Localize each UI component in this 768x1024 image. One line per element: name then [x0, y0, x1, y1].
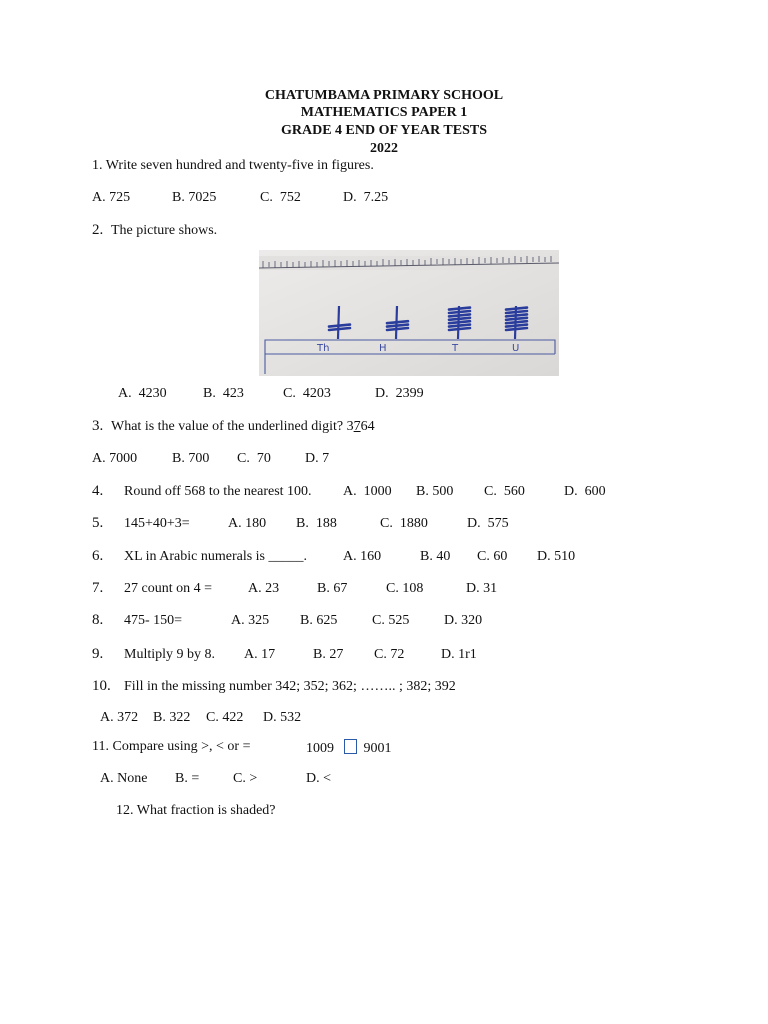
question-2-number: 2.: [92, 222, 104, 238]
q10-option-c: C. 422: [206, 710, 244, 725]
question-12-stem: 12. What fraction is shaded?: [116, 803, 276, 818]
q3-underlined-digit: 7: [353, 419, 361, 434]
q7-option-a: A. 23: [248, 581, 280, 596]
q6-option-b: B. 40: [420, 549, 451, 564]
q10-option-b: B. 322: [153, 710, 191, 725]
q3-stem-text: What is the value of the underlined digit? 3: [111, 419, 354, 434]
q1-option-b: B. 7025: [172, 190, 217, 205]
place-label-t: T: [452, 343, 459, 354]
q11-option-d: D. <: [306, 771, 332, 786]
q10-option-d: D. 532: [263, 710, 302, 725]
q11-answer-box[interactable]: [344, 739, 357, 754]
abacus-photo: [259, 250, 559, 376]
q3-option-d: D. 7: [305, 451, 330, 466]
q11-option-c: C. >: [233, 771, 258, 786]
place-label-th: Th: [317, 343, 330, 354]
question-2-stem: The picture shows.: [111, 223, 218, 238]
q7-option-c: C. 108: [386, 581, 424, 596]
q3-option-c: C. 70: [237, 451, 271, 466]
q4-option-b: B. 500: [416, 484, 454, 499]
question-6-number: 6.: [92, 548, 104, 564]
question-3-number: 3.: [92, 418, 104, 434]
exam-year: 2022: [370, 141, 398, 156]
q6-option-c: C. 60: [477, 549, 508, 564]
place-label-h: H: [379, 343, 387, 354]
q5-option-a: A. 180: [228, 516, 267, 531]
question-5-stem: 145+40+3=: [124, 516, 190, 531]
q11-comparison: [306, 739, 392, 757]
question-9-stem: Multiply 9 by 8.: [124, 647, 216, 662]
ruler-edge: [259, 256, 559, 270]
paper-title: MATHEMATICS PAPER 1: [300, 105, 468, 120]
q8-option-b: B. 625: [300, 613, 338, 628]
abacus-rod-th: [338, 306, 339, 339]
question-8-stem: 475- 150=: [124, 613, 183, 628]
q11-right-number: 9001: [363, 741, 392, 756]
question-11-stem: 11. Compare using >, < or =: [92, 739, 251, 754]
q9-option-b: B. 27: [313, 647, 344, 662]
place-label-u: U: [512, 343, 520, 354]
question-6-stem: XL in Arabic numerals is _____.: [124, 549, 308, 564]
question-7-number: 7.: [92, 580, 104, 596]
q7-option-b: B. 67: [317, 581, 348, 596]
q10-option-a: A. 372: [100, 710, 139, 725]
q11-option-a: A. None: [100, 771, 148, 786]
q3-stem-tail: 64: [360, 419, 375, 434]
q2-option-a: A. 4230: [118, 386, 167, 401]
q8-option-a: A. 325: [231, 613, 270, 628]
q11-left-number: 1009: [306, 741, 334, 756]
question-10-number: 10.: [92, 678, 111, 694]
question-5-number: 5.: [92, 515, 104, 531]
q5-option-d: D. 575: [467, 516, 509, 531]
q5-option-c: C. 1880: [380, 516, 428, 531]
question-7-stem: 27 count on 4 =: [124, 581, 212, 596]
q1-option-d: D. 7.25: [343, 190, 389, 205]
q2-option-d: D. 2399: [375, 386, 424, 401]
question-4-stem: Round off 568 to the nearest 100.: [124, 484, 312, 499]
question-3-stem: [111, 419, 375, 435]
test-title: GRADE 4 END OF YEAR TESTS: [280, 123, 488, 138]
q3-option-b: B. 700: [172, 451, 210, 466]
q4-option-d: D. 600: [564, 484, 606, 499]
question-10-stem: Fill in the missing number 342; 352; 362; …….. ; 382; 392: [124, 679, 456, 694]
q1-option-a: A. 725: [92, 190, 131, 205]
question-4-number: 4.: [92, 483, 104, 499]
q1-option-c: C. 752: [260, 190, 301, 205]
q6-option-d: D. 510: [537, 549, 576, 564]
question-8-number: 8.: [92, 612, 104, 628]
q7-option-d: D. 31: [466, 581, 498, 596]
q9-option-a: A. 17: [244, 647, 276, 662]
q6-option-a: A. 160: [343, 549, 382, 564]
q9-option-d: D. 1r1: [441, 647, 477, 662]
question-9-number: 9.: [92, 646, 104, 662]
q2-option-b: B. 423: [203, 386, 244, 401]
school-name: CHATUMBAMA PRIMARY SCHOOL: [264, 88, 504, 103]
q5-option-b: B. 188: [296, 516, 337, 531]
q8-option-c: C. 525: [372, 613, 410, 628]
q8-option-d: D. 320: [444, 613, 483, 628]
q3-option-a: A. 7000: [92, 451, 138, 466]
question-1-stem: 1. Write seven hundred and twenty-five in figures.: [92, 158, 374, 173]
q2-option-c: C. 4203: [283, 386, 331, 401]
q9-option-c: C. 72: [374, 647, 405, 662]
q4-option-c: C. 560: [484, 484, 525, 499]
q11-option-b: B. =: [175, 771, 200, 786]
q4-option-a: A. 1000: [343, 484, 392, 499]
